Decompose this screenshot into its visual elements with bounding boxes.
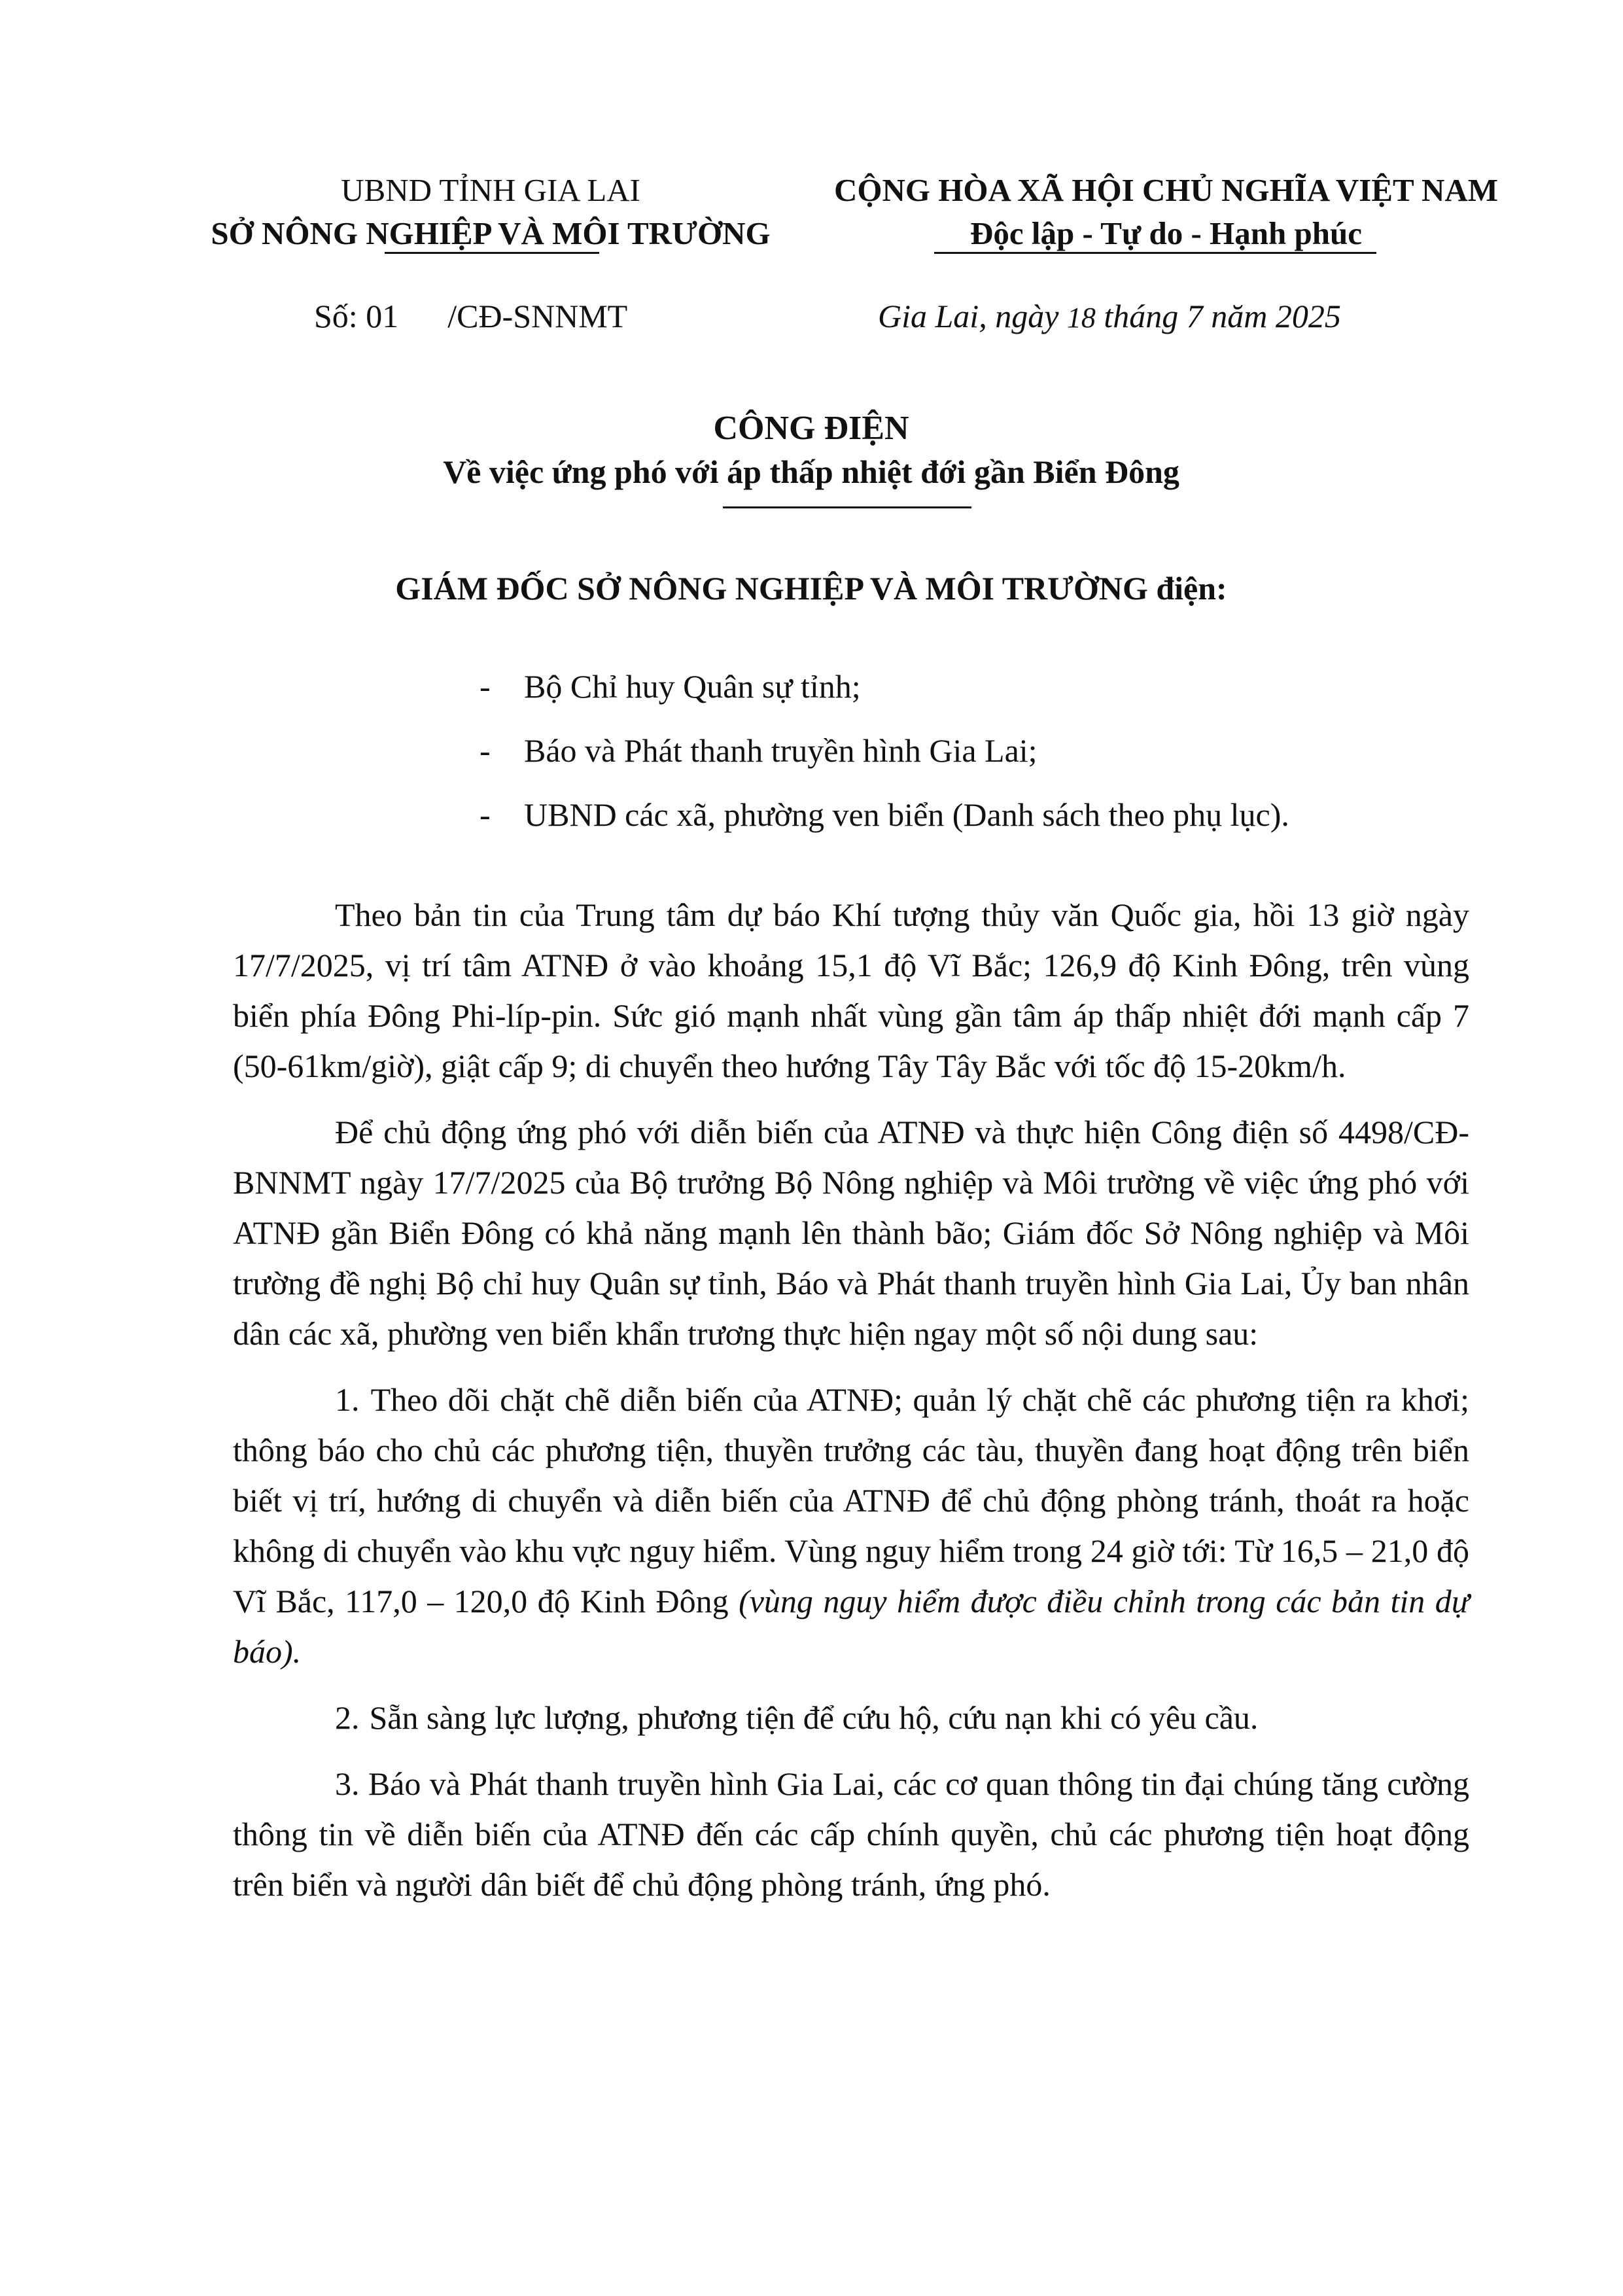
- country-name: CỘNG HÒA XÃ HỘI CHỦ NGHĨA VIỆT NAM: [833, 172, 1499, 208]
- list-dash: -: [480, 732, 491, 769]
- item-note: (vùng nguy hiểm được điều chỉnh trong các bản tin dự báo).: [233, 1583, 1469, 1670]
- document-number: Số: 01 /CĐ-SNNMT: [314, 298, 628, 334]
- item-text: Sẵn sàng lực lượng, phương tiện để cứu hộ, cứu nạn khi có yêu cầu.: [369, 1699, 1259, 1736]
- list-dash: -: [480, 796, 491, 833]
- national-motto: Độc lập - Tự do - Hạnh phúc: [970, 215, 1362, 251]
- date-suffix: tháng 7 năm 2025: [1104, 298, 1341, 334]
- agency-underline: [385, 252, 599, 254]
- paragraph-forecast: Theo bản tin của Trung tâm dự báo Khí tượng thủy văn Quốc gia, hồi 13 giờ ngày 17/7/2025, vị trí tâm ATNĐ ở vào khoảng 15,1 độ Vĩ Bắc; 126,9 độ Kinh Đông, trên vùng biển phía Đông Phi-líp-pin. Sức gió mạnh nhất vùng gần tâm áp thấp nhiệt đới mạnh cấp 7 (50-61km/giờ), giật cấp 9; di chuyển theo hướng Tây Tây Bắc với tốc độ 15-20km/h.: [233, 896, 1469, 1084]
- recipient-list: [480, 665, 1289, 857]
- recipient-text: UBND các xã, phường ven biển (Danh sách theo phụ lục).: [524, 796, 1289, 833]
- recipient-item: [480, 793, 1289, 857]
- document-body: [233, 890, 1469, 1926]
- document-subject: Về việc ứng phó với áp thấp nhiệt đới gần Biển Đông: [443, 453, 1179, 490]
- directive-item-1: [233, 1375, 1469, 1677]
- item-number: 2.: [335, 1699, 360, 1736]
- recipient-text: Báo và Phát thanh truyền hình Gia Lai;: [524, 732, 1038, 769]
- document-title: [196, 407, 1426, 493]
- item-number: 1.: [335, 1381, 360, 1418]
- national-heading: [801, 169, 1531, 255]
- document-date: [878, 294, 1341, 340]
- recipient-item: [480, 729, 1289, 793]
- item-text: Theo dõi chặt chẽ diễn biến của ATNĐ; quản lý chặt chẽ các phương tiện ra khơi; thông báo cho chủ các phương tiện, thuyền trưởng các tàu, thuyền đang hoạt động trên biển biết vị trí, hướng di chuyển và diễn biến của ATNĐ để chủ động phòng tránh, thoát ra hoặc không di chuyển vào khu vực nguy hiểm. Vùng nguy hiểm trong 24 giờ tới: Từ 16,5 – 21,0 độ Vĩ Bắc, 117,0 – 120,0 độ Kinh Đông: [233, 1381, 1469, 1619]
- parent-agency: UBND TỈNH GIA LAI: [341, 172, 640, 208]
- title-underline: [723, 506, 971, 508]
- recipient-item: [480, 665, 1289, 729]
- recipient-text: Bộ Chỉ huy Quân sự tỉnh;: [524, 668, 861, 705]
- agency-name: SỞ NÔNG NGHIỆP VÀ MÔI TRƯỜNG: [211, 215, 771, 251]
- motto-underline: [934, 252, 1376, 254]
- document-type: CÔNG ĐIỆN: [713, 410, 909, 447]
- directive-item-2: [233, 1693, 1469, 1743]
- date-prefix: Gia Lai, ngày: [878, 298, 1059, 334]
- sender-line: GIÁM ĐỐC SỞ NÔNG NGHIỆP VÀ MÔI TRƯỜNG điện:: [395, 570, 1227, 607]
- directive-item-3: 3. Báo và Phát thanh truyền hình Gia Lai, các cơ quan thông tin đại chúng tăng cường thông tin về diễn biến của ATNĐ đến các cấp chính quyền, chủ các phương tiện hoạt động trên biển và người dân biết để chủ động phòng tránh, ứng phó.: [233, 1765, 1469, 1903]
- paragraph-request: Để chủ động ứng phó với diễn biến của ATNĐ và thực hiện Công điện số 4498/CĐ-BNNMT ngày 17/7/2025 của Bộ trưởng Bộ Nông nghiệp và Môi trường về việc ứng phó với ATNĐ gần Biển Đông có khả năng mạnh lên thành bão; Giám đốc Sở Nông nghiệp và Môi trường đề nghị Bộ chỉ huy Quân sự tỉnh, Báo và Phát thanh truyền hình Gia Lai, Ủy ban nhân dân các xã, phường ven biển khẩn trương thực hiện ngay một số nội dung sau:: [233, 1114, 1469, 1352]
- list-dash: -: [480, 668, 491, 705]
- date-day: 18: [1066, 302, 1096, 334]
- issuing-agency: [183, 169, 798, 255]
